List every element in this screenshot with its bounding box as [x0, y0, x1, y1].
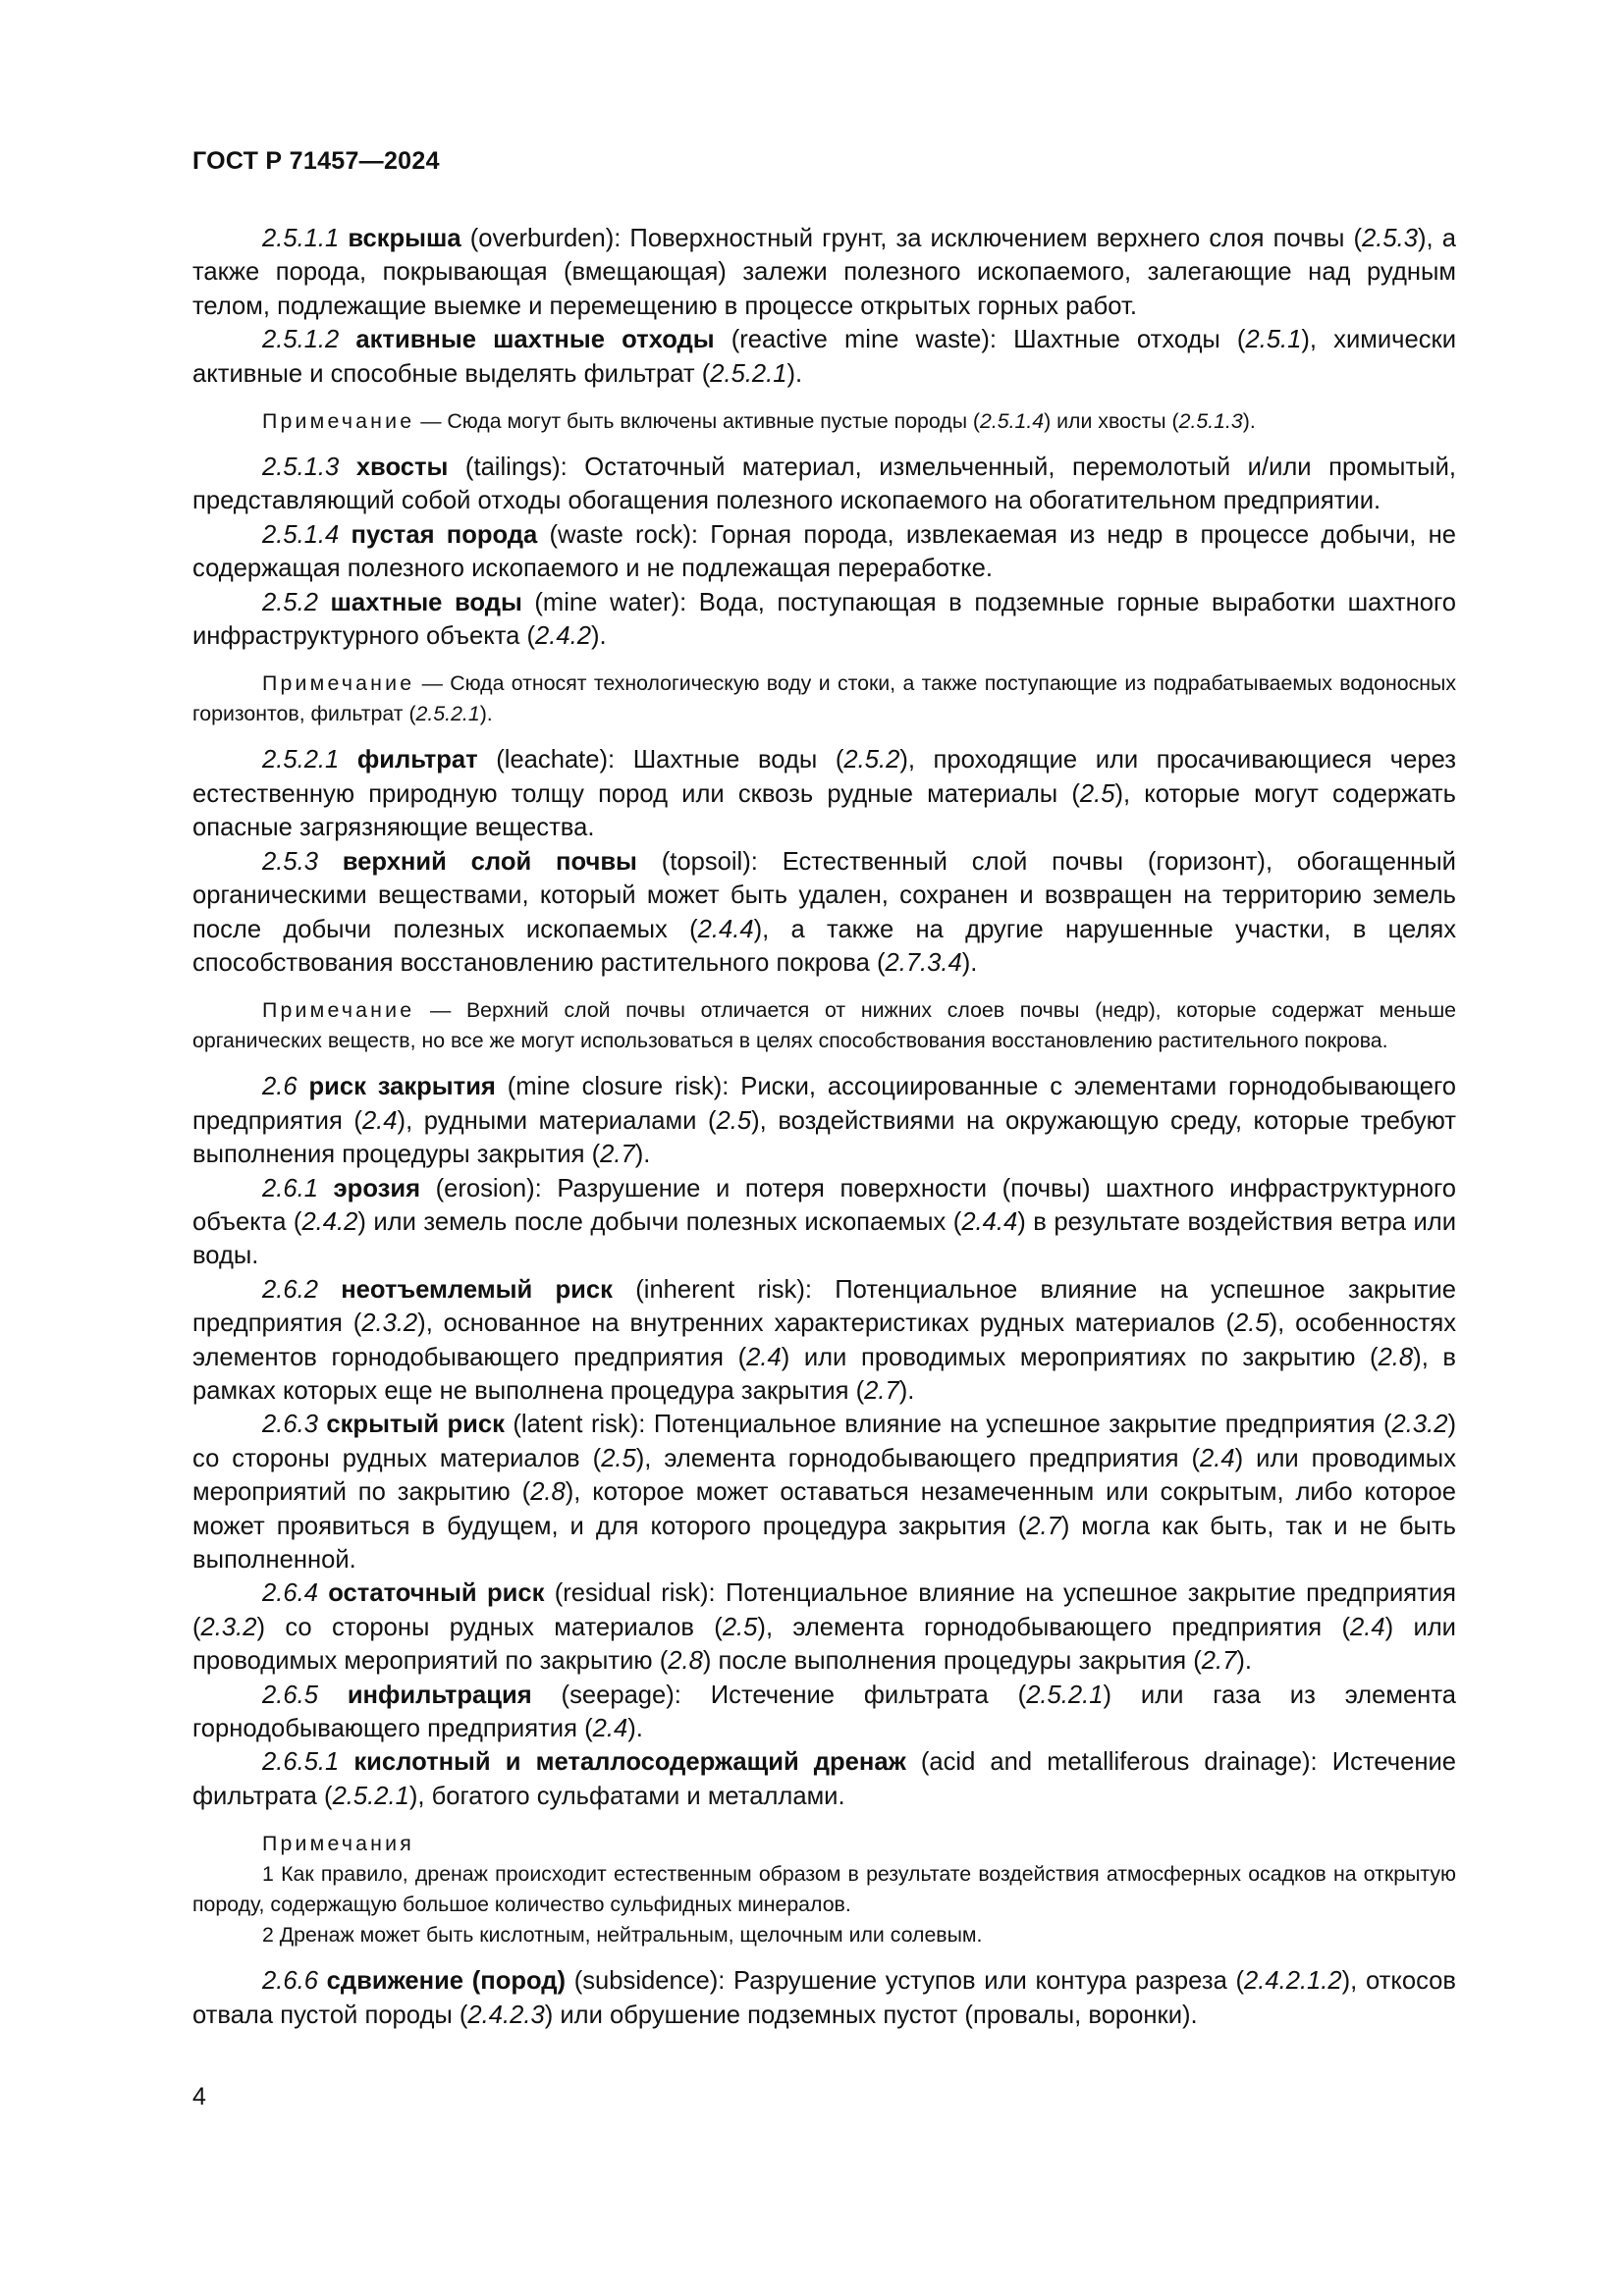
note-item-2: 2 Дренаж может быть кислотным, нейтральным, щелочным или солевым. [262, 1923, 983, 1948]
term-name: верхний слой почвы [342, 847, 637, 876]
term-name: шахтные воды [330, 588, 522, 616]
note-text: — Сюда могут быть включены активные пустые породы ( [414, 409, 981, 434]
note-reactive-mine-waste [192, 406, 1456, 437]
term-text: (overburden): Поверхностный грунт, за исключением верхнего слоя почвы ( [460, 225, 1363, 252]
term-number: 2.6.6 [262, 1967, 318, 1996]
cross-reference: 2.4.4 [961, 1207, 1018, 1236]
cross-reference: 2.4.2.1.2 [1244, 1967, 1342, 1996]
term-entry-overburden [192, 222, 1456, 323]
term-entry-mine-closure-risk [192, 1070, 1456, 1171]
cross-reference: 2.5.1 [1245, 326, 1302, 354]
term-text: (residual risk): Потенциальное влияние на успешное закрытие предприятия ( [192, 1579, 1456, 1641]
note-text: — Сюда относят технологическую воду и стоки, а также поступающие из подрабатываемых водоносных горизонтов, фильтрат ( [192, 671, 1456, 726]
term-number: 2.6.1 [262, 1174, 318, 1202]
term-name: неотъемлемый риск [341, 1275, 613, 1304]
term-number: 2.6 [262, 1073, 298, 1101]
term-entry-topsoil [192, 845, 1456, 981]
cross-reference: 2.5.2.1 [332, 1782, 409, 1810]
cross-reference: 2.5.3 [1362, 225, 1419, 252]
term-name: остаточный риск [328, 1579, 545, 1608]
cross-reference: 2.5 [716, 1106, 752, 1135]
term-number: 2.5.1.4 [262, 520, 340, 549]
cross-reference: 2.5.2.1 [1026, 1681, 1104, 1709]
note-topsoil [192, 995, 1456, 1056]
term-text: (inherent risk): Потенциальное влияние на успешное закрытие предприятия ( [192, 1275, 1456, 1338]
term-number: 2.5.1.1 [262, 225, 340, 252]
term-entry-reactive-mine-waste [192, 323, 1456, 391]
cross-reference: 2.4 [1200, 1444, 1235, 1472]
term-entry-seepage [192, 1679, 1456, 1746]
term-number: 2.5.2.1 [262, 746, 340, 774]
note-item-1: 1 Как правило, дренаж происходит естественным образом в результате воздействия атмосферных осадков на открытую породу, содержащую большое количество сульфидных минералов. [192, 1862, 1456, 1917]
term-name: пустая порода [351, 520, 538, 549]
term-entry-mine-water [192, 586, 1456, 654]
notes-label: Примечания [262, 1832, 414, 1856]
term-text: (subsidence): Разрушение уступов или контура разреза ( [566, 1967, 1245, 1996]
term-entry-waste-rock [192, 518, 1456, 586]
term-entry-latent-risk [192, 1408, 1456, 1576]
term-number: 2.6.4 [262, 1579, 318, 1608]
term-text: ) или проводимых мероприятий по закрытию ( [192, 1444, 1456, 1507]
cross-reference: 2.5.1.3 [1178, 409, 1243, 434]
cross-reference: 2.5 [1234, 1309, 1270, 1338]
term-text: ), элемента горнодобывающего предприятия ( [635, 1444, 1201, 1472]
term-entry-residual-risk [192, 1576, 1456, 1678]
cross-reference: 2.7 [864, 1376, 899, 1405]
note-label: Примечание [262, 671, 415, 696]
term-text: ), а также на другие нарушенные участки, в целях способствования восстановлению растительного покрова ( [192, 915, 1456, 977]
term-text: ), рудными материалами ( [397, 1106, 717, 1135]
term-text: ), которое может оставаться незамеченным или сокрытым, либо которое может проявиться в будущем, и для которого процедура закрытия ( [192, 1478, 1457, 1540]
cross-reference: 2.5 [722, 1613, 758, 1641]
term-text: ), а также порода, покрывающая (вмещающая) залежи полезного ископаемого, залегающие над рудным телом, подлежащие выемке и перемещению в процессе открытых горных работ. [192, 225, 1456, 320]
cross-reference: 2.4 [746, 1343, 782, 1371]
term-text: ). [627, 1715, 643, 1743]
term-text: (tailings): Остаточный материал, измельченный, перемолотый и/или промытый, представляющий собой отходы обогащения полезного ископаемого на обогатительном предприятии. [192, 454, 1456, 515]
document-header: ГОСТ Р 71457—2024 [192, 147, 440, 175]
term-entry-tailings [192, 451, 1456, 518]
term-text: ) или проводимых мероприятий по закрытию ( [192, 1613, 1456, 1676]
term-text: ), химически активные и способные выделять фильтрат ( [192, 326, 1456, 388]
note-text: ). [479, 702, 493, 726]
cross-reference: 2.5 [1079, 779, 1115, 808]
term-entry-acid-drainage [192, 1745, 1456, 1813]
cross-reference: 2.8 [668, 1647, 703, 1676]
term-text: ). [898, 1376, 915, 1405]
term-name: вскрыша [348, 225, 461, 252]
page-number: 4 [192, 2083, 206, 2110]
term-entry-erosion [192, 1172, 1456, 1273]
term-entry-inherent-risk [192, 1273, 1456, 1409]
term-text: (mine closure risk): Риски, ассоциированные с элементами горнодобывающего предприятия ( [192, 1073, 1456, 1135]
note-text: ) или хвосты ( [1044, 409, 1179, 434]
term-name: эрозия [333, 1174, 421, 1202]
cross-reference: 2.3.2 [200, 1613, 257, 1641]
term-number: 2.5.1.2 [262, 326, 340, 354]
term-name: кислотный и металлосодержащий дренаж [353, 1748, 906, 1777]
term-text: ). [961, 948, 978, 977]
term-entry-subsidence [192, 1964, 1456, 2032]
cross-reference: 2.4 [1350, 1613, 1385, 1641]
term-text: ), в рамках которых еще не выполнена процедура закрытия ( [192, 1343, 1457, 1405]
term-text: ), элемента горнодобывающего предприятия ( [757, 1613, 1351, 1641]
cross-reference: 2.4 [592, 1715, 628, 1743]
cross-reference: 2.4 [361, 1106, 398, 1135]
note-text: ). [1242, 409, 1256, 434]
cross-reference: 2.7.3.4 [885, 948, 962, 977]
term-number: 2.5.2 [262, 588, 318, 616]
term-entry-leachate [192, 743, 1456, 844]
cross-reference: 2.7 [1201, 1647, 1237, 1676]
term-number: 2.5.3 [262, 847, 318, 876]
note-text: — Верхний слой почвы отличается от нижних слоев почвы (недр), которые содержат меньше органических веществ, но все же могут использоваться в целях способствования восстановлению растительного покрова. [192, 998, 1456, 1053]
document-body [192, 222, 1456, 2032]
term-text: (seepage): Истечение фильтрата ( [531, 1681, 1027, 1709]
term-text: ) со стороны рудных материалов ( [256, 1613, 723, 1641]
cross-reference: 2.7 [600, 1141, 635, 1169]
term-text: ), воздействиями на окружающую среду, которые требуют выполнения процедуры закрытия ( [192, 1106, 1456, 1169]
term-text: ) или проводимых мероприятиях по закрытию ( [781, 1343, 1379, 1371]
cross-reference: 2.7 [1026, 1512, 1061, 1540]
term-text: (leachate): Шахтные воды ( [477, 746, 844, 774]
term-text: ) или обрушение подземных пустот (провалы, воронки). [544, 2001, 1198, 2029]
term-text: ). [634, 1141, 651, 1169]
note-mine-water [192, 668, 1456, 729]
term-number: 2.6.5 [262, 1681, 318, 1709]
term-name: фильтрат [356, 746, 478, 774]
cross-reference: 2.3.2 [1391, 1411, 1448, 1439]
term-text: ), основанное на внутренних характеристиках рудных материалов ( [417, 1309, 1235, 1338]
term-text: ). [1236, 1647, 1252, 1676]
term-text: (waste rock): Горная порода, извлекаемая из недр в процессе добычи, не содержащая полезного ископаемого и не подлежащая переработке. [192, 520, 1456, 583]
term-text: ) после выполнения процедуры закрытия ( [702, 1647, 1202, 1676]
term-text: ), проходящие или просачивающиеся через естественную природную толщу пород или сквозь рудные материалы ( [192, 746, 1456, 808]
note-label: Примечание [262, 409, 415, 434]
cross-reference: 2.5.1.4 [980, 409, 1045, 434]
term-number: 2.6.2 [262, 1275, 318, 1304]
note-label: Примечание [262, 998, 415, 1023]
term-text: ) могла как быть, так и не быть выполненной. [192, 1512, 1456, 1574]
cross-reference: 2.5.2.1 [415, 702, 480, 726]
term-text: ). [590, 622, 607, 651]
term-text: ), которые могут содержать опасные загрязняющие вещества. [192, 779, 1456, 842]
term-text: (mine water): Вода, поступающая в подземные горные выработки шахтного инфраструктурного объекта ( [192, 588, 1456, 651]
cross-reference: 2.3.2 [361, 1309, 418, 1338]
cross-reference: 2.4.2 [301, 1207, 358, 1236]
cross-reference: 2.5.2 [843, 746, 900, 774]
term-text: ), особенностях элементов горнодобывающего предприятия ( [192, 1309, 1456, 1371]
term-name: сдвижение (пород) [326, 1967, 567, 1996]
term-name: активные шахтные отходы [355, 326, 715, 354]
term-name: риск закрытия [308, 1073, 496, 1101]
term-text: ), откосов отвала пустой породы ( [192, 1967, 1456, 2029]
cross-reference: 2.5.2.1 [710, 359, 787, 388]
term-text: ) или газа из элемента горнодобывающего предприятия ( [192, 1681, 1456, 1743]
cross-reference: 2.4.2.3 [467, 2001, 545, 2029]
term-number: 2.6.3 [262, 1411, 318, 1439]
term-text: (topsoil): Естественный слой почвы (горизонт), обогащенный органическими веществами, который может быть удален, сохранен и возвращен на территорию земель после добычи полезных ископаемых ( [192, 847, 1456, 943]
term-text: ) в результате воздействия ветра или воды. [192, 1207, 1456, 1270]
term-text: (acid and metalliferous drainage): Истечение фильтрата ( [192, 1748, 1456, 1810]
cross-reference: 2.5 [601, 1444, 636, 1472]
term-text: ), богатого сульфатами и металлами. [408, 1782, 845, 1810]
term-text: ) со стороны рудных материалов ( [192, 1411, 1456, 1472]
term-text: (latent risk): Потенциальное влияние на успешное закрытие предприятия ( [504, 1411, 1392, 1439]
cross-reference: 2.4.2 [535, 622, 591, 651]
term-text: ). [786, 359, 803, 388]
term-text: (erosion): Разрушение и потеря поверхности (почвы) шахтного инфраструктурного объекта ( [192, 1174, 1456, 1236]
cross-reference: 2.8 [1378, 1343, 1414, 1371]
term-text: (reactive mine waste): Шахтные отходы ( [714, 326, 1246, 354]
term-name: хвосты [355, 454, 449, 482]
cross-reference: 2.8 [530, 1478, 566, 1507]
term-number: 2.5.1.3 [262, 454, 340, 482]
term-text: ) или земель после добычи полезных ископаемых ( [357, 1207, 962, 1236]
term-name: скрытый риск [326, 1411, 505, 1439]
term-name: инфильтрация [347, 1681, 532, 1709]
cross-reference: 2.4.4 [697, 915, 754, 943]
term-number: 2.6.5.1 [262, 1748, 340, 1777]
